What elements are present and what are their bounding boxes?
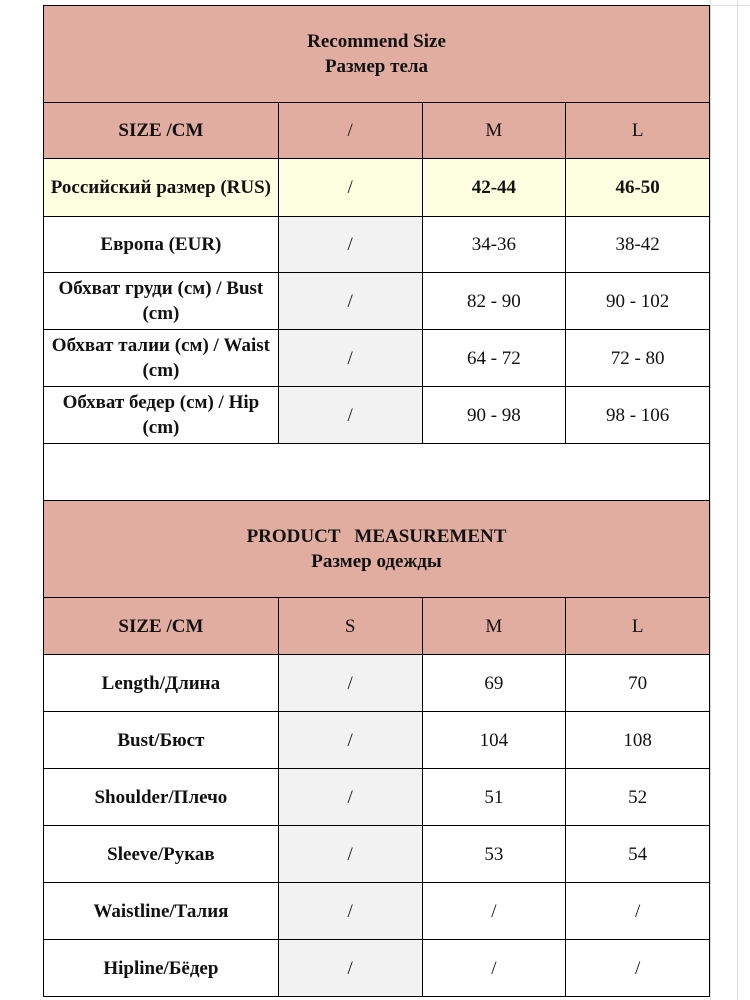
- row-label: Российский размер (RUS): [44, 159, 279, 217]
- header-cell: /: [278, 103, 422, 159]
- table-cell: 46-50: [566, 159, 710, 217]
- table-cell: /: [422, 883, 566, 940]
- table-row: [44, 655, 710, 712]
- recommend-title-row: [44, 6, 710, 103]
- table-cell: /: [278, 217, 422, 273]
- row-label: Обхват талии (см) / Waist (cm): [44, 330, 279, 387]
- table-row: [44, 159, 710, 217]
- table-cell: 64 - 72: [422, 330, 566, 387]
- empty-cell: [44, 444, 710, 501]
- table-cell: 38-42: [566, 217, 710, 273]
- row-label: Bust/Бюст: [44, 712, 279, 769]
- header-cell: S: [278, 598, 422, 655]
- row-label: Обхват груди (см) / Bust (cm): [44, 273, 279, 330]
- table-cell: 34-36: [422, 217, 566, 273]
- sheet-gridline: [710, 5, 750, 6]
- header-cell: L: [566, 103, 710, 159]
- table-cell: 82 - 90: [422, 273, 566, 330]
- size-chart-table: [43, 5, 710, 997]
- table-cell: /: [422, 940, 566, 997]
- table-cell: /: [278, 159, 422, 217]
- table-row: [44, 769, 710, 826]
- row-label: Обхват бедер (см) / Hip (cm): [44, 387, 279, 444]
- table-cell: 72 - 80: [566, 330, 710, 387]
- table-cell: /: [278, 655, 422, 712]
- recommend-title-ru: Размер тела: [324, 56, 429, 77]
- table-cell: 54: [566, 826, 710, 883]
- product-title-row: [44, 501, 710, 598]
- row-label: Европа (EUR): [44, 217, 279, 273]
- recommend-title: [44, 6, 710, 103]
- sheet-gridline: [737, 0, 738, 1000]
- table-cell: /: [278, 387, 422, 444]
- header-cell: SIZE /CM: [44, 598, 279, 655]
- table-cell: 42-44: [422, 159, 566, 217]
- row-label: Hipline/Бёдер: [44, 940, 279, 997]
- row-label: Sleeve/Рукав: [44, 826, 279, 883]
- table-cell: 70: [566, 655, 710, 712]
- table-cell: /: [566, 940, 710, 997]
- table-row: [44, 273, 710, 330]
- table-cell: /: [278, 330, 422, 387]
- header-cell: M: [422, 598, 566, 655]
- table-cell: /: [278, 826, 422, 883]
- product-title-en: PRODUCT MEASUREMENT: [246, 526, 507, 547]
- table-cell: 52: [566, 769, 710, 826]
- spacer-row: [44, 444, 710, 501]
- table-cell: 90 - 102: [566, 273, 710, 330]
- table-cell: 90 - 98: [422, 387, 566, 444]
- table-cell: 104: [422, 712, 566, 769]
- table-row: [44, 217, 710, 273]
- product-header-row: [44, 598, 710, 655]
- table-cell: /: [278, 712, 422, 769]
- table-cell: 108: [566, 712, 710, 769]
- table-row: [44, 330, 710, 387]
- table-cell: 51: [422, 769, 566, 826]
- header-cell: SIZE /CM: [44, 103, 279, 159]
- row-label: Length/Длина: [44, 655, 279, 712]
- recommend-title-en: Recommend Size: [307, 31, 446, 52]
- table-row: [44, 387, 710, 444]
- product-title: [44, 501, 710, 598]
- row-label: Shoulder/Плечо: [44, 769, 279, 826]
- row-label: Waistline/Талия: [44, 883, 279, 940]
- table-cell: 53: [422, 826, 566, 883]
- product-title-ru: Размер одежды: [311, 551, 442, 572]
- recommend-header-row: [44, 103, 710, 159]
- table-cell: 98 - 106: [566, 387, 710, 444]
- table-cell: /: [566, 883, 710, 940]
- table-cell: /: [278, 273, 422, 330]
- table-cell: 69: [422, 655, 566, 712]
- table-cell: /: [278, 769, 422, 826]
- table-row: [44, 940, 710, 997]
- table-row: [44, 883, 710, 940]
- table-row: [44, 826, 710, 883]
- table-cell: /: [278, 883, 422, 940]
- sheet-gridline: [710, 0, 711, 1000]
- table-cell: /: [278, 940, 422, 997]
- header-cell: L: [566, 598, 710, 655]
- table-row: [44, 712, 710, 769]
- header-cell: M: [422, 103, 566, 159]
